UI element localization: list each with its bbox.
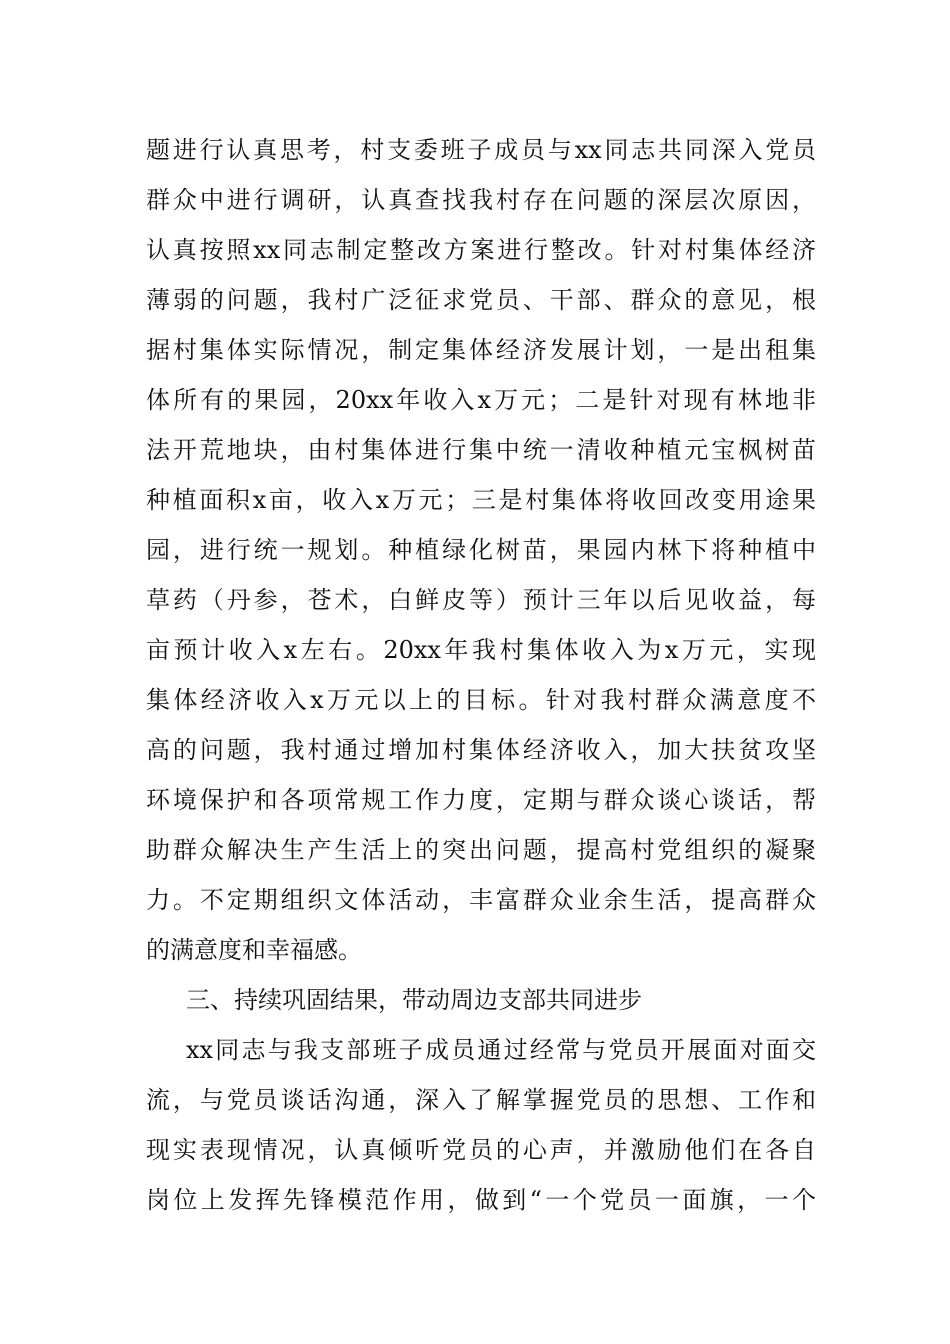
paragraph-line: 集体经济收入x万元以上的目标。针对我村群众满意度不 xyxy=(146,686,816,714)
paragraph-line: 亩预计收入x左右。20xx年我村集体收入为x万元，实现 xyxy=(146,636,816,664)
paragraph-line: 助群众解决生产生活上的突出问题，提高村党组织的凝聚 xyxy=(146,836,816,864)
paragraph-line: 园，进行统一规划。种植绿化树苗，果园内林下将种植中 xyxy=(146,536,816,564)
paragraph-line: 法开荒地块，由村集体进行集中统一清收种植元宝枫树苗 xyxy=(146,436,816,464)
section-heading: 三、持续巩固结果，带动周边支部共同进步 xyxy=(186,986,642,1014)
paragraph-line: 种植面积x亩，收入x万元；三是村集体将收回改变用途果 xyxy=(146,486,816,514)
paragraph-line: 岗位上发挥先锋模范作用，做到“一个党员一面旗，一个 xyxy=(146,1186,816,1214)
paragraph-line: 体所有的果园，20xx年收入x万元；二是针对现有林地非 xyxy=(146,386,816,414)
paragraph-line: 草药（丹参，苍术，白鲜皮等）预计三年以后见收益，每 xyxy=(146,586,816,614)
paragraph-line: 的满意度和幸福感。 xyxy=(146,936,362,964)
paragraph-line: 现实表现情况，认真倾听党员的心声，并激励他们在各自 xyxy=(146,1136,816,1164)
paragraph-line: 流，与党员谈话沟通，深入了解掌握党员的思想、工作和 xyxy=(146,1086,816,1114)
paragraph-line: 题进行认真思考，村支委班子成员与xx同志共同深入党员 xyxy=(146,136,816,164)
paragraph-line: xx同志与我支部班子成员通过经常与党员开展面对面交 xyxy=(186,1036,816,1064)
paragraph-line: 薄弱的问题，我村广泛征求党员、干部、群众的意见，根 xyxy=(146,286,816,314)
paragraph-line: 群众中进行调研，认真查找我村存在问题的深层次原因， xyxy=(146,186,816,214)
paragraph-line: 高的问题，我村通过增加村集体经济收入，加大扶贫攻坚 xyxy=(146,736,816,764)
paragraph-line: 认真按照xx同志制定整改方案进行整改。针对村集体经济 xyxy=(146,236,816,264)
paragraph-line: 环境保护和各项常规工作力度，定期与群众谈心谈话，帮 xyxy=(146,786,816,814)
paragraph-line: 力。不定期组织文体活动，丰富群众业余生活，提高群众 xyxy=(146,886,816,914)
paragraph-line: 据村集体实际情况，制定集体经济发展计划，一是出租集 xyxy=(146,336,816,364)
